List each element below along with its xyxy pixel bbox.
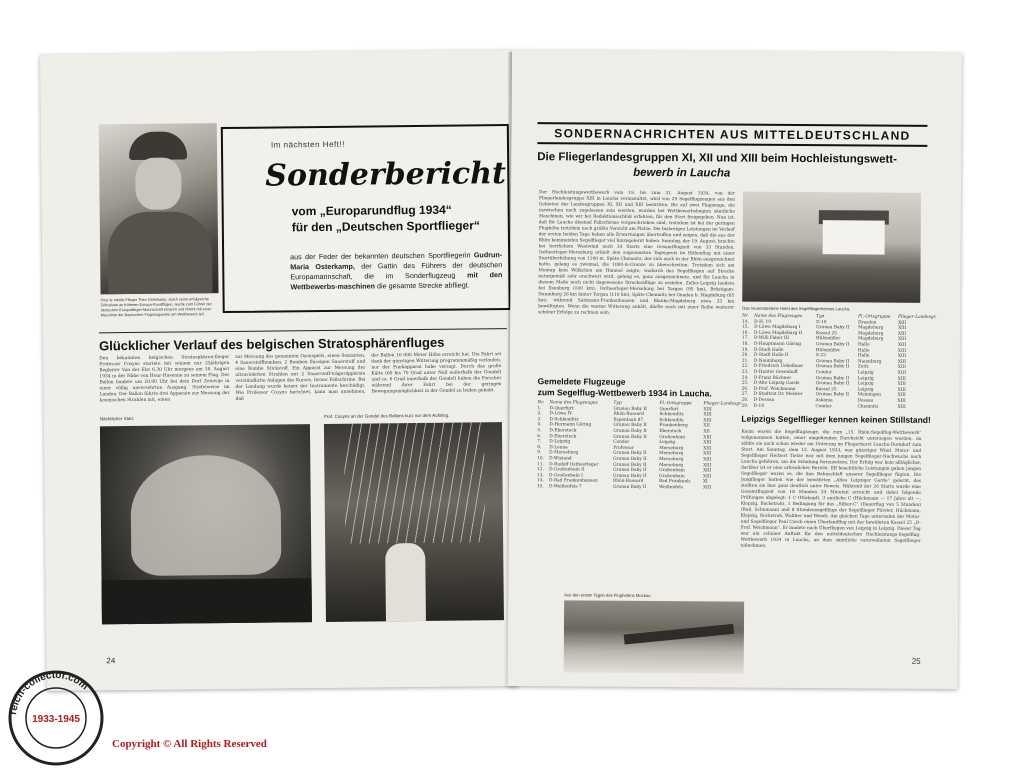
table-cell: D-Wieland xyxy=(549,456,572,462)
table-cell: 16. xyxy=(742,330,749,336)
balloon-ropes xyxy=(344,422,485,543)
stamp-site-text: reich-collector.com xyxy=(8,669,91,716)
table-cell: 17. xyxy=(741,335,749,342)
table-cell: XIII xyxy=(703,440,712,446)
table-cell: D-Schkeuditz xyxy=(549,417,579,423)
table-cell: Grunau Baby II xyxy=(815,392,849,398)
table-cell: 3. xyxy=(537,416,542,422)
table-cell: D-Hermann Göring xyxy=(549,422,592,428)
table-cell: S-23 xyxy=(815,353,826,359)
table-cell: Leipzig xyxy=(857,375,874,382)
table-cell: Grunau Baby II xyxy=(613,428,647,434)
table-cell: XIII xyxy=(703,406,712,412)
hotel-photo xyxy=(742,192,921,303)
table-cell: XIII xyxy=(897,353,907,359)
table-cell: D-Naumburg xyxy=(753,358,783,364)
table-cell: Grunau Baby II xyxy=(815,342,850,348)
table-cell: D-Leipzig xyxy=(549,439,571,445)
table-cell: D-Hunter Gesenhoff xyxy=(753,369,798,375)
table-cell: 14. xyxy=(742,319,749,325)
table-cell: Kassel 25 xyxy=(815,386,837,392)
table-cell: Halle xyxy=(857,347,870,354)
ad-subtitle-2: für den „Deutschen Sportflieger“ xyxy=(291,218,480,235)
sonderbericht-ad xyxy=(221,124,511,313)
table-cell: D-Stadt Halle II xyxy=(753,352,789,359)
portrait-cap xyxy=(129,131,187,160)
aircraft-table-2 xyxy=(741,313,937,410)
section-rule-left xyxy=(99,328,507,333)
aircraft-list-subhead-1: Gemeldete Flugzeuge xyxy=(537,376,626,387)
table-cell: 25. xyxy=(741,380,749,386)
photo-caption-night-start: Nächtlicher Start. xyxy=(99,415,135,422)
table-cell: 27. xyxy=(741,391,749,397)
portrait-coat xyxy=(108,211,213,294)
table-cell: Grunau Baby II xyxy=(613,467,647,474)
table-cell: D-Willi Faber III xyxy=(753,336,790,342)
table-cell: D-10 xyxy=(816,319,827,325)
ad-para-bold: mit den Wettbewerbs-maschinen xyxy=(290,270,503,292)
professor-figure xyxy=(385,543,426,621)
table-cell: Bad Frankenh. xyxy=(658,479,692,485)
table-cell: Schkeuditz xyxy=(659,417,684,423)
ad-subtitle-1: vom „Europarundflug 1934“ xyxy=(291,202,452,219)
stamp-years-text: 1933-1945 xyxy=(32,714,80,725)
table-cell: D-18 xyxy=(753,403,764,409)
table-cell: 11. xyxy=(537,461,544,467)
stratosphere-col-3: der Ballon 16 000 Meter Höhe erreicht hat. Die Fahrt sei dank der günstigen Witterung programmmäßig verlaufen, nur der Funkapparat habe versagt. Durch das große Kälte (60 bis 70 Grad unter Null außerhalb der Gondel) und ca. 6 Grad innerhalb der Gondel) haben die Forscher während ihrer Fahrt bei der geringen Bewegungsmöglichkeit in der Gondel zu leiden gehabt. xyxy=(371,352,502,395)
leipzig-article-text: Kaum waren die Segelflugzeuge, die zum „15. Rhön-Segelflug-Wettbewerb“ teilgenommen hatten, einer eingehenden Durchsicht unterzogen worden, da zählte sie auch schon wieder am Unterzug im Fliegerhorst Laucha-Dorndorf zum Start. Am Sonntag, dem 12. August 1934, war günstiger Wind. Motor- und Segelflieger Herbert Tietze war mit dem jungen Segelflieger-Nachwuchs nach Laucha gefahren, um die Schulung fortzusetzen. Der Erfolg war kein alltäglicher, darüber ist er eine erfreulicher Bericht. Elf beachtliche Leistungen gaben jungen Segelflieger waren es, die ihm Bahnschlaft unserer Segelflieger fügten. Die Jungflieger hatten wie der bewährten „Altes Leipziger Garde“ gelernt, das stellten sie hier ganz deutlich unter Beweis. Während der 26 Starts wurde eine Gesamtflugzeit von 18 Stunden 24 Minuten erreicht und dabei folgende Prüfungen abgelegt: 1 C (Dürkopf), 3 amtliche C (Hückmann — 17 Jahre alt —, Klepzig, Bockstroh), 1 Bedingung für das „Silber-C“ (Dauerflug von 5 Stunden) (Rud. Schumann) und 8 Stundensegelflüge der Segelflieger Förster, Hückmann, Klepzig, Bockstroh, Walther und Wendt. Am gleichen Tage unternahm der Motor- und Segelflieger Paul Czech einen Überlandflug mit der bewährten Kassel 25 „D-Prof. Weickmann“. Er landete nach Überfliegen von Leipzig in Leipzig. Dieser Tag war ein schöner Auftakt für den mitteldeutschen Hochleistungs-Segelflug-Wettbewerb 1934 in Laucha, an dem sämtliche vorerwähnten Segelflieger teilnehmen. xyxy=(740,429,922,549)
table-cell: Weißenfels xyxy=(658,484,683,491)
table-cell: 26. xyxy=(741,386,749,392)
table-cell: Magdeburg xyxy=(858,331,884,337)
table-cell: 13. xyxy=(537,472,544,478)
table-cell: D-Großenhain I xyxy=(549,472,583,479)
gondola-crowd-photo xyxy=(324,422,504,622)
table-cell: 5. xyxy=(537,428,542,434)
table-cell: XIII xyxy=(703,457,712,463)
portrait-caption: Pour le mérite-Flieger Theo Osterkamp, durch seine erfolgreiche Teilnahme an früheren Europa-Rundflügen, wurde zum Führer der deutschen Europaflieger-Mannschaft ernannt und nimmt mit einer Maschine der Bayrischen Flugzeugwerke am Wettbewerb teil. xyxy=(100,297,212,318)
left-page xyxy=(40,50,519,691)
table-row xyxy=(537,484,733,491)
table-cell: XI xyxy=(702,479,708,485)
table-cell: Chemnitz xyxy=(857,403,879,410)
table-cell: D-Großenhain II xyxy=(549,467,585,473)
copyright-notice: Copyright © All Rights Reserved xyxy=(112,738,267,750)
table-cell: D-Prof. Weickmann xyxy=(753,386,796,392)
table-cell: 29. xyxy=(741,403,749,409)
table-cell: Condor xyxy=(815,370,832,376)
table-row xyxy=(742,403,922,410)
svg-text:reich-collector.com xyxy=(8,670,90,716)
hangar-photo xyxy=(564,600,744,673)
table-cell: XIII xyxy=(897,359,907,365)
right-page xyxy=(508,50,962,689)
photo-caption-cosyns: Prof. Cosyns an der Gondel des Ballons kurz vor dem Aufstieg. xyxy=(323,412,450,419)
table-cell: D-Franz Büchner xyxy=(753,375,792,381)
table-cell: Hülsmüller xyxy=(815,336,841,342)
table-cell: Dessau xyxy=(857,398,874,404)
table-cell: Grunau Baby II xyxy=(613,406,647,412)
table-cell: Professor xyxy=(613,445,634,451)
table-cell: XIII xyxy=(703,412,712,418)
balloon-photo xyxy=(100,424,312,624)
table-cell: XIII xyxy=(897,393,906,399)
hangar-caption: Aus den ersten Tagen des Flughafens Mockau. xyxy=(564,592,652,598)
table-cell: Grunau Baby II xyxy=(815,381,850,387)
table-cell: XII xyxy=(703,423,710,429)
table-cell: Frankenberg xyxy=(659,423,688,429)
table-cell: Flieger-Landesgr. xyxy=(898,314,937,320)
table-cell: Nr. xyxy=(742,313,749,319)
table-cell: Leipzig xyxy=(857,381,874,387)
table-cell: 14. xyxy=(536,478,544,484)
table-cell: Leipzig xyxy=(659,440,676,446)
table-cell: Eberstock xyxy=(659,429,682,435)
table-cell: Fl.-Ortsgruppe xyxy=(858,314,891,320)
table-cell: Grunau Baby II xyxy=(613,462,647,468)
balloon-ground xyxy=(102,578,312,624)
table-cell: Zeitz xyxy=(857,364,869,370)
table-cell: XIII xyxy=(897,365,906,371)
portrait-photo xyxy=(99,123,219,294)
table-cell: 9. xyxy=(537,450,542,456)
reich-collector-stamp-icon xyxy=(2,664,110,772)
table-cell: XIII xyxy=(898,331,907,337)
table-cell: Fl.-Ortsgruppe xyxy=(659,401,692,407)
table-cell: D-Leuna xyxy=(549,445,568,451)
table-cell: Grunau Baby II xyxy=(815,358,850,365)
stratosphere-col-1: Den bekannten belgischen Stratosphären-flieger Professor Cosyns startete mit seinem nur 25jährigen Begleiter Van der Elst 6.30 Uhr morgens am 18. August 1934 in der Nähe von Hour-Havenne zu seinem Flug. Der Ballon landete um 20.00 Uhr bei dem Dorf Zenovije in einer völlig unversehrten Ausgang. Stiefelweise im Landen. Der Ballon führte drei Apparate zur Messung der kosmischen Strahlen mit, einen xyxy=(99,354,230,404)
table-cell: D-Querfurt xyxy=(549,405,574,412)
table-cell: 24. xyxy=(741,375,749,381)
table-cell: 28. xyxy=(741,397,749,403)
table-cell: Name des Flugzeuges xyxy=(754,313,803,320)
table-cell: Espenlaub 87 xyxy=(613,417,644,423)
page-number-right: 25 xyxy=(911,656,921,666)
table-cell: XII xyxy=(703,429,710,435)
stratosphere-col-2: zur Messung des genannten Ozonspiels, einen Sextanten, 4 Sauerstoffbomben, 2 Bomben flüssigen Sauerstoff und eine Bombe Stickstoff. Ein Apparat zur Messung der ultravioletten Strahlen mit 2 Sauerstoff-trägeräppärate verständliche Anlagen des Kurses, ferner Fallschirme. Bei der Landung wurde keiner der Instrumente beschädigt. Wie Professor Cosyns berichtet, kann man annehmen, daß xyxy=(235,353,366,402)
table-cell: Magdeburg xyxy=(858,325,884,331)
hotel-building xyxy=(823,220,885,254)
aircraft-wing xyxy=(624,624,734,645)
table-cell: D-Rudolf Ostheerleger xyxy=(549,461,599,468)
table-cell: Flieger-Landesgr. xyxy=(703,401,743,407)
table-cell: Querfurt xyxy=(659,406,679,412)
table-cell: Rhön-Bussard xyxy=(612,479,644,485)
ad-para-pre: aus der Feder der bekannten deutschen Sportfliegerin xyxy=(290,250,471,262)
table-cell: 12. xyxy=(537,467,544,473)
table-cell: 22. xyxy=(741,363,749,370)
section-banner: SONDERNACHRICHTEN AUS MITTELDEUTSCHLAND xyxy=(537,122,927,147)
table-cell: XIII xyxy=(897,348,907,354)
table-cell: 15. xyxy=(742,324,749,330)
table-cell: 18. xyxy=(741,341,749,347)
table-cell: D-Bad Frankenhausen xyxy=(548,478,598,484)
table-cell: Grunau Baby II xyxy=(613,473,647,479)
table-cell: Askania xyxy=(815,398,833,404)
table-cell: 10. xyxy=(537,456,545,462)
table-cell: XIII xyxy=(703,434,712,440)
table-cell: Leipzig xyxy=(857,370,874,376)
table-cell: D-Löwa Magdeburg I xyxy=(754,324,801,331)
leipzig-subhead: Leipzigs Segelflieger kennen keinen Stillstand! xyxy=(741,413,931,425)
table-cell: Hülsmüller xyxy=(815,347,841,353)
table-cell: XIII xyxy=(898,325,907,331)
table-cell: XIII xyxy=(703,418,712,424)
table-cell: Grunau Baby II xyxy=(613,423,647,429)
ad-kicker: Im nächsten Heft!! xyxy=(270,139,345,150)
portrait-face xyxy=(135,157,182,209)
table-cell: D-Löwa IV xyxy=(549,411,573,417)
aircraft-list-subhead-2: zum Segelflug-Wettbewerb 1934 in Laucha. xyxy=(537,387,712,399)
laucha-article-text: Der Hochleistungswettbewerb vom 19. bis zum 31. August 1934, von der Fliegerlandesgruppe XIII in Laucha veranstaltet, wird von 29 Segelflugzeugen aus den Gebieten der Landesgruppen XI, XII und XIII bestritten. Bis auf zwei Flugzeuge, die inzwischen noch zugelassen sein werden, wurden bei Wettbewerbsbeginn sämtliche Maschinen, wie wir bei Redaktionsschluß erfahren, für den Start freigegeben. Nun ist, daß für Laucha diesmal Fallschirme vorgeschrieben sind; trotzdem ist bei der geringen Flughöhe trotzdem noch größte Vorsicht am Platze. Die bisherigen Leistungen im Verlauf der ersten beiden Tage haben alle Erwartungen übertroffen und zeigen, daß die aus der Rhön kommenden Segelflieger viel hinzugelernt haben. Sonntag, der 19. August, brachte bei herrlichem Westwind nach 34 Starts eine Gesamtflugzeit von 33 Stunden. Ostheerleger-Merseburg erhielt den sogenannten Tagespreis im Höhenflug mit einer Startüberhöhung von 1100 m. Späte-Chemnitz, der sich auch in der Rhön ausgezeichnet hatte, gelang es zweimal, die 1000-m-Grenze zu überschreiten. Trotzdem sich am Montag kein Wölkchen am Himmel zeigte, wodurch das Segelfliegen auf Strecke naturgemäß sehr erschwert wird, gelang es, ganz ausgezeichnete, und für Laucha in diesem Maße noch nicht dagewesene Streckenflüge zu erzielen. Zeller-Leipzig landete bei Ilsenburg (100 km), Ostheerleger-Merseburg bei Torgau (95 km), Brüstigam-Naumburg 26 km hinter Torgau (110 km), Späte-Chemnitz bei Gnadau b. Magdeburg (85 km), während Salzmann-Frankenhausen und Blanke-Magdeburg etwa 25 km bewältigten. Wenn die warme Witterung anhält, dürfte noch mit einer Reihe weiterer schöner Erfolge zu rechnen sein. xyxy=(538,190,736,316)
table-cell: D-Merseburg xyxy=(549,450,579,456)
table-cell: Grunau Baby II xyxy=(815,375,850,381)
table-cell: Grunau Baby II xyxy=(816,325,850,331)
table-cell: Dresden xyxy=(858,320,877,326)
table-cell: 6. xyxy=(537,433,542,439)
table-cell: 8. xyxy=(537,444,542,450)
table-cell: 7. xyxy=(537,439,542,445)
table-cell: 15. xyxy=(536,484,544,490)
table-cell: XIII xyxy=(703,451,712,457)
table-cell: 1. xyxy=(537,405,542,411)
table-cell: Merseburg xyxy=(659,456,684,463)
table-cell: Großenhain xyxy=(659,468,685,474)
magazine-spread xyxy=(40,40,970,690)
table-cell: XIII xyxy=(897,398,906,404)
aircraft-list-subhead xyxy=(538,376,712,399)
table-cell: D-Dessau xyxy=(753,397,775,403)
table-cell: XIII xyxy=(897,381,906,387)
hotel-caption: Das neuerstandene Hotel des Segelfliegerheimes Laucha. xyxy=(742,305,851,312)
table-cell: XIII xyxy=(702,485,712,491)
table-cell: D-Friedrich Uebelhoer xyxy=(753,364,804,370)
table-cell: Grunau Baby II xyxy=(613,434,647,440)
table-cell: D-Weißenfels 7 xyxy=(548,484,582,490)
table-cell: 19. xyxy=(741,347,749,353)
table-cell: Magdeburg xyxy=(857,336,884,342)
ad-paragraph xyxy=(290,250,502,292)
table-cell: XIII xyxy=(897,337,907,343)
table-cell: XIII xyxy=(703,462,712,468)
table-cell: D-Eberstock xyxy=(549,433,577,440)
laucha-headline-line-1: Die Fliegerlandesgruppen XI, XII und XIII beim Hochleistungswett- xyxy=(537,151,898,166)
table-cell: Leipzig xyxy=(857,387,874,393)
table-cell: XIII xyxy=(703,474,712,480)
table-cell: D-Löwa Magdeburg II xyxy=(754,330,803,336)
table-cell: Merseburg xyxy=(659,451,684,457)
table-cell: 20. xyxy=(741,352,749,358)
table-cell: Name des Flugzeuges xyxy=(549,400,598,406)
table-cell: Typ xyxy=(613,400,622,406)
table-cell: Typ xyxy=(816,314,825,320)
table-cell: XIII xyxy=(897,404,906,410)
table-cell: Condor xyxy=(815,403,832,409)
table-cell: D-Stadtrat Dr. Melster xyxy=(753,392,803,398)
table-cell: 4. xyxy=(537,422,542,428)
table-cell: D-Eberstock xyxy=(549,428,577,434)
table-cell: Halle xyxy=(857,353,870,359)
table-cell: Merseburg xyxy=(659,462,684,468)
stratosphere-headline: Glücklicher Verlauf des belgischen Stratosphärenfluges xyxy=(98,334,445,354)
table-cell: D-Stadt Halle xyxy=(753,347,784,353)
table-cell: Grunau Baby II xyxy=(612,484,647,490)
table-cell: Nr. xyxy=(537,400,545,406)
table-cell: XIII xyxy=(897,370,906,376)
laucha-headline xyxy=(537,150,927,183)
ad-para-mid: der Gattin des Führers der deutschen Europamannschaft, die im Sonderflugzeug xyxy=(290,260,503,282)
table-cell: Rhön-Bussard xyxy=(613,411,644,418)
table-cell: Halle xyxy=(857,342,870,348)
table-cell: Merseburg xyxy=(659,445,684,451)
table-cell: D-Hauptmann Göring xyxy=(753,341,802,347)
table-cell: 23. xyxy=(741,369,749,375)
ad-para-name: Gudrun-Maria Osterkamp, xyxy=(290,250,503,272)
table-cell: Grunau Baby II xyxy=(613,456,647,462)
table-cell: Meiningen xyxy=(857,392,881,398)
table-cell: Naumburg xyxy=(857,359,882,365)
table-cell: 21. xyxy=(741,358,749,364)
table-cell: Grunau Baby II xyxy=(613,451,647,457)
laucha-headline-line-2: bewerb in Laucha xyxy=(633,166,731,180)
table-cell: Condor xyxy=(613,439,630,445)
table-cell: 2. xyxy=(537,411,542,417)
ad-title: Sonderbericht xyxy=(265,156,507,194)
ad-para-post: die gesamte Strecke abfliegt. xyxy=(376,280,470,291)
table-cell: XIII xyxy=(703,446,712,452)
table-cell: Großenhain xyxy=(659,473,685,479)
table-cell: XIII xyxy=(898,320,907,326)
table-cell: XIII xyxy=(897,376,906,382)
table-cell: Großenhain xyxy=(659,434,686,440)
table-cell: Kassel 25 xyxy=(816,330,837,337)
table-cell: XIII xyxy=(897,387,906,393)
table-cell: XIII xyxy=(703,468,712,474)
aircraft-table-1 xyxy=(536,400,743,491)
balloon-envelope xyxy=(130,454,281,576)
table-cell: Schkeuditz xyxy=(659,412,684,418)
table-cell: D-Alte Leipzig Garde xyxy=(753,380,800,387)
table-cell: D-H. 19 xyxy=(754,319,772,325)
page-number-left: 24 xyxy=(106,656,116,666)
table-cell: Grunau Baby II xyxy=(815,364,850,370)
table-cell: XIII xyxy=(897,342,907,348)
